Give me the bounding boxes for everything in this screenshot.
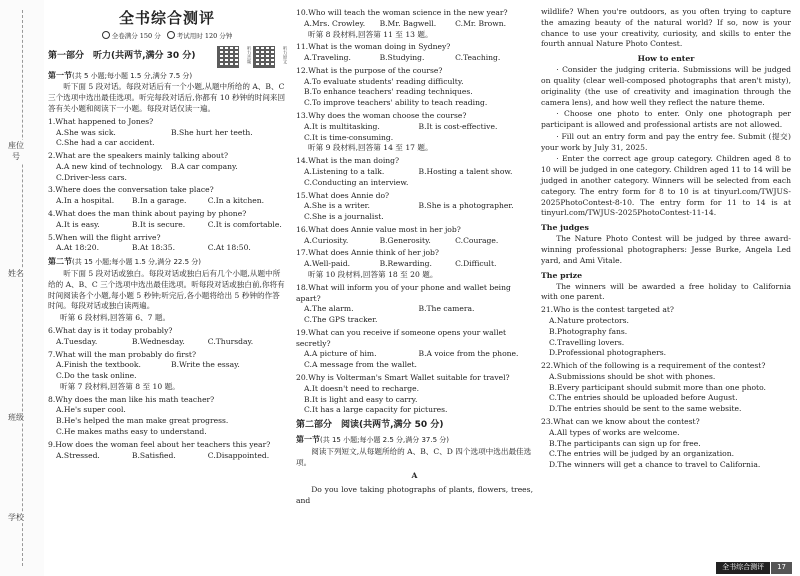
q3-option-b[interactable]: B.In a garage. <box>131 196 187 206</box>
question-4: 4.What does the man think about paying by phone? <box>48 209 247 219</box>
question-19: 19.What can you receive if someone opens your wallet secretly? <box>296 327 507 348</box>
q10-option-b[interactable]: B.Mr. Bagwell. <box>379 18 437 28</box>
q12-option-b[interactable]: B.To enhance teachers' reading techniques. <box>304 87 473 97</box>
q20-option-a[interactable]: A.It doesn't need to recharge. <box>304 383 420 393</box>
q18-option-b[interactable]: B.The camera. <box>418 304 475 314</box>
q1-option-b[interactable]: B.She hurt her teeth. <box>171 127 253 137</box>
q4-option-b[interactable]: B.It is secure. <box>131 219 186 229</box>
question-12: 12.What is the purpose of the course? <box>296 65 443 75</box>
part2-title: 第二部分 阅读(共两节,满分 50 分) <box>296 420 444 431</box>
q19-option-c[interactable]: C.A message from the wallet. <box>304 360 417 370</box>
prize-paragraph: The winners will be awarded a free holiday to California with one parent. <box>541 281 791 302</box>
q2-option-a[interactable]: A.A new kind of technology. <box>56 161 163 171</box>
full-score <box>102 31 161 41</box>
question-5: 5.When will the flight arrive? <box>48 232 161 242</box>
seat-number-field[interactable] <box>6 140 26 163</box>
q9-option-b[interactable]: B.Satisfied. <box>131 450 176 460</box>
question-14: 14.What is the man doing? <box>296 156 400 166</box>
q1-option-a[interactable]: A.She was sick. <box>56 127 116 137</box>
q12-option-c[interactable]: C.To improve teachers' ability to teach reading. <box>304 98 488 108</box>
q6-options <box>48 337 286 348</box>
q22-option-c[interactable]: C.The entries should be uploaded before August. <box>549 393 738 403</box>
score-icon <box>102 31 110 39</box>
q19-option-b[interactable]: B.A voice from the phone. <box>418 349 519 359</box>
q20-option-b[interactable]: B.It is light and easy to carry. <box>304 394 418 404</box>
column-1 <box>48 6 286 556</box>
q11-options <box>296 53 533 64</box>
q17-options <box>296 259 533 270</box>
q13-option-a[interactable]: A.It is multitasking. <box>304 121 380 131</box>
q3-option-a[interactable]: A.In a hospital. <box>56 196 115 206</box>
q11-option-a[interactable]: A.Traveling. <box>304 53 351 63</box>
note-material-10: 听第 10 段材料,回答第 18 至 20 题。 <box>308 269 438 279</box>
school-label: 学校 <box>8 513 24 522</box>
q14-option-a[interactable]: A.Listening to a talk. <box>304 166 385 176</box>
q6-option-b[interactable]: B.Wednesday. <box>131 336 185 346</box>
q5-option-b[interactable]: B.At 18:35. <box>131 243 175 253</box>
section1-header <box>48 70 286 82</box>
q6-option-c[interactable]: C.Thursday. <box>207 336 254 346</box>
q15-options <box>296 201 533 212</box>
question-8: 8.Why does the man like his math teacher? <box>48 394 215 404</box>
q9-option-a[interactable]: A.Stressed. <box>56 450 100 460</box>
q22-option-d[interactable]: D.The entries should be sent to the same website. <box>549 404 742 414</box>
q21-option-b[interactable]: B.Photography fans. <box>549 326 628 336</box>
q18-option-c[interactable]: C.The GPS tracker. <box>304 315 378 325</box>
q15-option-a[interactable]: A.She is a writer. <box>304 201 370 211</box>
note-material-6: 听第 6 段材料,回答第 6、7 题。 <box>60 313 171 323</box>
question-16: 16.What does Annie value most in her job? <box>296 224 461 234</box>
q18-options <box>296 304 533 315</box>
q9-option-c[interactable]: C.Disappointed. <box>207 450 270 460</box>
qr-code-audio[interactable] <box>217 46 239 68</box>
question-9: 9.How does the woman feel about her teachers this year? <box>48 439 271 449</box>
q2-option-b[interactable]: B.A car company. <box>171 161 238 171</box>
question-13: 13.Why does the woman choose the course? <box>296 111 467 121</box>
q20-option-c[interactable]: C.It has a large capacity for pictures. <box>304 405 448 415</box>
q6-option-a[interactable]: A.Tuesday. <box>56 336 98 346</box>
question-23: 23.What can we know about the contest? <box>541 416 700 426</box>
section3-header <box>296 434 533 446</box>
q15-option-b[interactable]: B.She is a photographer. <box>418 201 514 211</box>
q22-option-b[interactable]: B.Every participant should submit more than one photo. <box>549 382 766 392</box>
section3-note: (共 15 小题;每小题 2.5 分,满分 37.5 分) <box>320 435 450 444</box>
qr-label-script: 听力原文 <box>282 45 287 64</box>
q16-option-c[interactable]: C.Courage. <box>455 235 499 245</box>
q7-option-a[interactable]: A.Finish the textbook. <box>56 360 141 370</box>
column-2 <box>296 6 533 556</box>
q10-option-a[interactable]: A.Mrs. Crowley. <box>304 18 366 28</box>
q16-option-a[interactable]: A.Curiosity. <box>304 235 349 245</box>
question-10: 10.Who will teach the woman science in the new year? <box>296 8 508 17</box>
section1-intro: 听下面 5 段对话。每段对话后有一个小题,从题中所给的 A、B、C 三个选项中选出最佳选项。听完每段对话后,你都有 10 秒钟的时间来回答有关小题和阅读下一小题。每段对话仅读一遍。 <box>48 82 286 114</box>
question-21: 21.Who is the contest targeted at? <box>541 305 675 315</box>
q14-option-b[interactable]: B.Hosting a talent show. <box>418 166 513 176</box>
q5-options <box>48 243 286 254</box>
q13-option-c[interactable]: C.It is time-consuming. <box>304 132 394 142</box>
q1-options <box>48 128 286 139</box>
full-score-text: 全卷满分 150 分 <box>111 32 161 41</box>
question-3: 3.Where does the conversation take place? <box>48 185 214 195</box>
qr-label-audio: 听力音频 <box>246 45 251 64</box>
q5-option-c[interactable]: C.At 18:50. <box>207 243 251 253</box>
q23-option-a[interactable]: A.All types of works are welcome. <box>549 427 680 437</box>
q15-option-c[interactable]: C.She is a journalist. <box>304 212 384 222</box>
q21-option-a[interactable]: A.Nature protectors. <box>549 315 629 325</box>
q11-option-b[interactable]: B.Studying. <box>379 53 425 63</box>
section2-intro: 听下面 5 段对话或独白。每段对话或独白后有几个小题,从题中所给的 A、B、C 三个选项中选出最佳选项。听每段对话或独白前,你将有时间阅读各个小题,每小题 5 秒钟;听完后,各小题将给出 5 秒钟的作答时间。每段对话或独白读两遍。 <box>48 269 285 311</box>
qr-codes <box>217 46 286 68</box>
question-18: 18.What will inform you of your phone and wallet being apart? <box>296 282 511 303</box>
q14-option-c[interactable]: C.Conducting an interview. <box>304 177 409 187</box>
q7-option-c[interactable]: C.Do the task online. <box>56 371 137 381</box>
q16-options <box>296 236 533 247</box>
footer-label: 全书综合测评 <box>716 562 770 574</box>
q17-option-b[interactable]: B.Rewarding. <box>379 259 432 269</box>
q10-options <box>296 19 533 30</box>
page-number: 17 <box>771 562 792 574</box>
q22-option-a[interactable]: A.Submissions should be shot with phones. <box>549 371 716 381</box>
q3-options <box>48 196 286 207</box>
cut-line <box>22 10 23 566</box>
passage-paragraph-1: wildlife? When you're outdoors, as you often trying to capture the amazing beauty of the natural world? If so, now is your chance to use your creativity, curiosity, and skills to enter the fourth annual Nature Photo Contest. <box>541 7 791 49</box>
section2-note: (共 15 小题;每小题 1.5 分,满分 22.5 分) <box>72 258 202 267</box>
note-material-8: 听第 8 段材料,回答第 11 至 13 题。 <box>308 29 433 39</box>
q19-options <box>296 349 533 360</box>
section1-title: 第一节 <box>48 70 72 80</box>
question-20: 20.Why is Volterman's Smart Wallet suitable for travel? <box>296 373 510 382</box>
exam-meta <box>48 31 286 41</box>
q4-options <box>48 220 286 231</box>
clock-icon <box>167 31 175 39</box>
question-6: 6.What day is it today probably? <box>48 326 173 336</box>
class-field[interactable] <box>6 412 26 423</box>
passage-label: A <box>411 471 418 481</box>
bullet-judging-criteria: · Consider the judging criteria. Submissions will be judged on quality (clear well-composed photographs that aren't misty), originality (the use of creativity and imagination through the camera lens), and how well they reflect the nature theme. <box>541 65 791 107</box>
q23-option-b[interactable]: B.The participants can sign up for free. <box>549 438 701 448</box>
q8-option-a[interactable]: A.He's super cool. <box>56 405 126 415</box>
section2-header <box>48 256 286 268</box>
judges-paragraph: The Nature Photo Contest will be judged by three award-winning professional photographers: Jesse Burke, Angela Led yard, and Ami Vitale. <box>541 234 791 265</box>
q12-option-a[interactable]: A.To evaluate students' reading difficulty. <box>304 76 464 86</box>
q4-option-a[interactable]: A.It is easy. <box>56 219 100 229</box>
bullet-choose-photo: · Choose one photo to enter. Only one photograph per participant is allowed and professional artists are not allowed. <box>541 109 791 130</box>
time-limit <box>167 31 233 41</box>
part1-title: 第一部分 听力(共两节,满分 30 分) <box>48 51 196 62</box>
question-1: 1.What happened to Jones? <box>48 116 154 126</box>
section1-note: (共 5 小题;每小题 1.5 分,满分 7.5 分) <box>72 71 193 80</box>
part1-header <box>48 46 286 68</box>
q23-option-d[interactable]: D.The winners will get a chance to travel to California. <box>549 460 761 470</box>
question-15: 15.What does Annie do? <box>296 190 390 200</box>
q23-option-c[interactable]: C.The entries will be judged by an organization. <box>549 449 735 459</box>
page-footer <box>716 562 792 574</box>
section3-title: 第一节 <box>296 434 320 444</box>
class-label: 班级 <box>8 413 24 422</box>
q11-option-c[interactable]: C.Teaching. <box>455 53 501 63</box>
q10-option-c[interactable]: C.Mr. Brown. <box>455 18 507 28</box>
q2-option-c[interactable]: C.Driver-less cars. <box>56 172 127 182</box>
heading-prize: The prize <box>541 270 583 280</box>
q19-option-a[interactable]: A.A picture of him. <box>304 349 377 359</box>
question-22: 22.Which of the following is a requirement of the contest? <box>541 361 766 371</box>
name-label: 姓名 <box>8 269 24 278</box>
bullet-entry-form: · Fill out an entry form and pay the entry fee. Submit (提交) your work by July 31, 2025. <box>541 131 791 152</box>
q16-option-b[interactable]: B.Generosity. <box>379 235 431 245</box>
passage-start: Do you love taking photographs of plants, flowers, trees, and <box>296 485 533 505</box>
q8-option-c[interactable]: C.He makes maths easy to understand. <box>56 427 207 437</box>
qr-code-script[interactable] <box>253 46 275 68</box>
note-material-7: 听第 7 段材料,回答第 8 至 10 题。 <box>60 381 180 391</box>
q13-option-b[interactable]: B.It is cost-effective. <box>418 121 498 131</box>
q13-options <box>296 122 533 133</box>
q17-option-a[interactable]: A.Well-paid. <box>304 259 351 269</box>
section3-intro: 阅读下列短文,从每题所给的 A、B、C、D 四个选项中选出最佳选项。 <box>296 446 532 467</box>
school-field[interactable] <box>6 512 26 523</box>
q18-option-a[interactable]: A.The alarm. <box>304 304 354 314</box>
question-17: 17.What does Annie think of her job? <box>296 248 439 258</box>
q17-option-c[interactable]: C.Difficult. <box>455 259 497 269</box>
question-7: 7.What will the man probably do first? <box>48 349 197 359</box>
page-title: 全书综合测评 <box>118 9 215 27</box>
binding-strip <box>0 0 44 576</box>
name-field[interactable] <box>6 268 26 279</box>
column-3 <box>541 6 791 556</box>
q14-options <box>296 167 533 178</box>
note-material-9: 听第 9 段材料,回答第 14 至 17 题。 <box>308 143 433 153</box>
q5-option-a[interactable]: A.At 18:20. <box>56 243 100 253</box>
seat-number-label: 座位号 <box>8 141 24 162</box>
q4-option-c[interactable]: C.It is comfortable. <box>207 219 282 229</box>
q7-options <box>48 360 286 371</box>
heading-how-to-enter: How to enter <box>637 54 695 64</box>
section2-title: 第二节 <box>48 257 72 267</box>
heading-judges: The judges <box>541 223 589 233</box>
q21-option-d[interactable]: D.Professional photographers. <box>549 348 667 358</box>
question-11: 11.What is the woman doing in Sydney? <box>296 42 451 52</box>
q9-options <box>48 451 286 462</box>
q21-option-c[interactable]: C.Travelling lovers. <box>549 337 625 347</box>
q3-option-c[interactable]: C.In a kitchen. <box>207 196 265 206</box>
question-2: 2.What are the speakers mainly talking about? <box>48 151 229 161</box>
q8-option-b[interactable]: B.He's helped the man make great progress. <box>56 416 229 426</box>
time-limit-text: 考试用时 120 分钟 <box>176 32 233 41</box>
q2-options <box>48 162 286 173</box>
q7-option-b[interactable]: B.Write the essay. <box>171 360 240 370</box>
q1-option-c[interactable]: C.She had a car accident. <box>56 138 155 148</box>
bullet-age-group: · Enter the correct age group category. Children aged 8 to 10 will be judged in one category. Children aged 11 to 14 will be judged in another category. Winners will be selected from each category. The entry form for 8 to 10 is at tinyurl.com/TWJUS-2025PhotoContest-8-10. The entry form for 11 to 14 is at tinyurl.com/TWJUS-2025PhotoContest-11-14. <box>541 154 791 218</box>
